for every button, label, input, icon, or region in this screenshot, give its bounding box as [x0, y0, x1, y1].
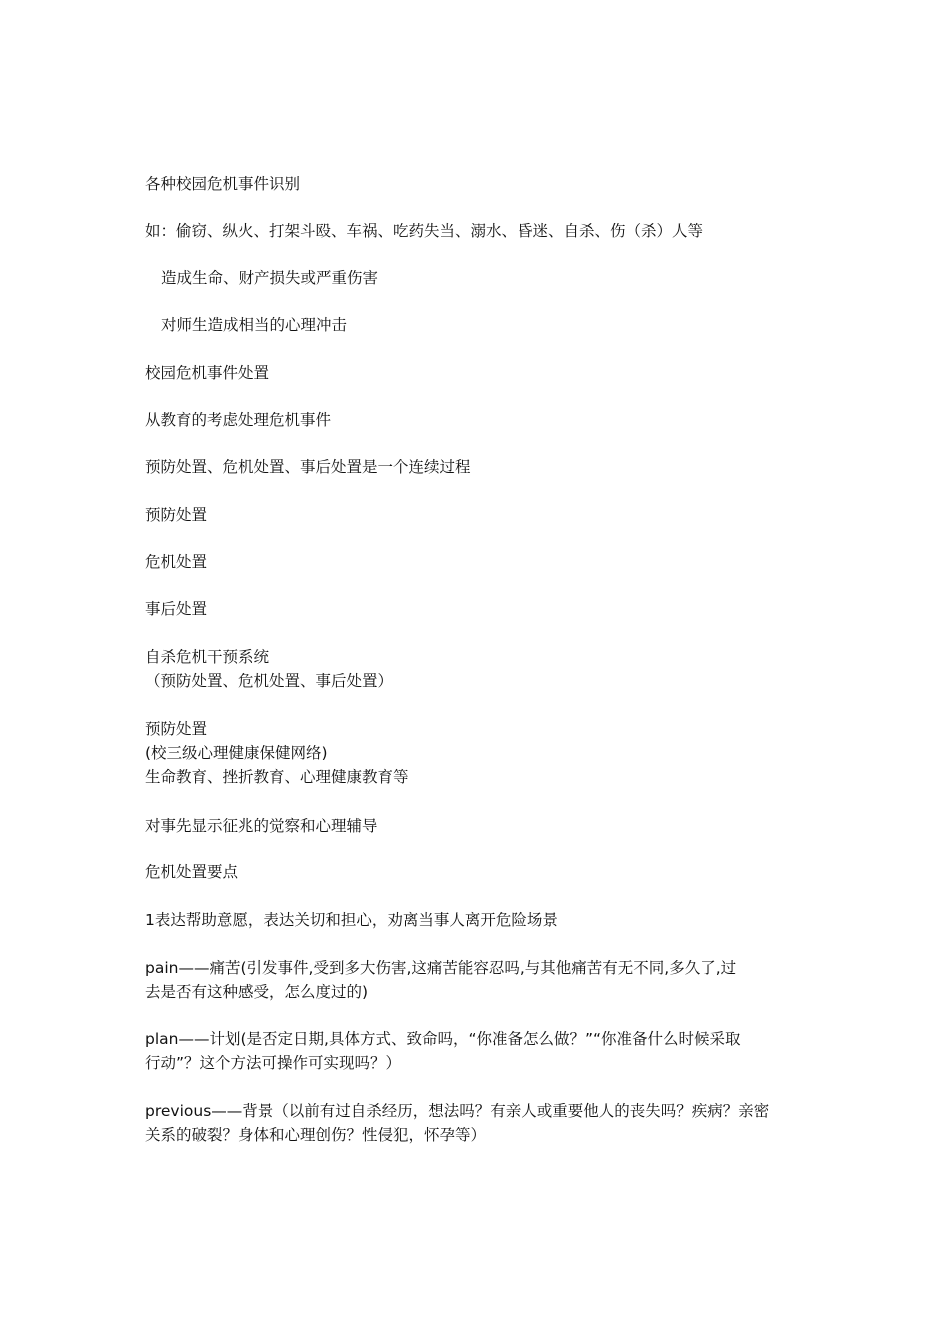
previous-line-2: 关系的破裂？身体和心理创伤？性侵犯，怀孕等） [145, 1126, 487, 1144]
paragraph-continuous-process: 预防处置、危机处置、事后处置是一个连续过程 [145, 458, 471, 476]
paragraph-pain [145, 956, 815, 1004]
paragraph-point-1: 1表达帮助意愿，表达关切和担心，劝离当事人离开危险场景 [145, 911, 558, 929]
paragraph-examples: 如：偷窃、纵火、打架斗殴、车祸、吃药失当、溺水、昏迷、自杀、伤（杀）人等 [145, 222, 704, 240]
prevention-education: 生命教育、挫折教育、心理健康教育等 [145, 768, 409, 786]
prevention-title: 预防处置 [145, 720, 208, 738]
paragraph-impact: 对师生造成相当的心理冲击 [161, 316, 348, 334]
heading-crisis-key-points: 危机处置要点 [145, 863, 239, 881]
plan-line-1: plan——计划(是否定日期,具体方式、致命吗，“你准备怎么做？”“你准备什么时候采取 [145, 1030, 741, 1048]
paragraph-previous [145, 1099, 815, 1147]
pain-line-2: 去是否有这种感受，怎么度过的) [145, 983, 369, 1001]
pain-line-1: pain——痛苦(引发事件,受到多大伤害,这痛苦能容忍吗,与其他痛苦有无不同,多久了,过 [145, 959, 737, 977]
paragraph-awareness: 对事先显示征兆的觉察和心理辅导 [145, 817, 378, 835]
suicide-intervention-title: 自杀危机干预系统 [145, 648, 270, 666]
item-crisis: 危机处置 [145, 553, 208, 571]
heading-crisis-handling: 校园危机事件处置 [145, 364, 270, 382]
plan-line-2: 行动”？这个方法可操作可实现吗？） [145, 1054, 402, 1072]
paragraph-loss: 造成生命、财产损失或严重伤害 [161, 269, 379, 287]
previous-line-1: previous——背景（以前有过自杀经历，想法吗？有亲人或重要他人的丧失吗？疾病？亲密 [145, 1102, 770, 1120]
heading-crisis-identification: 各种校园危机事件识别 [145, 175, 301, 193]
item-aftermath: 事后处置 [145, 600, 208, 618]
item-prevention: 预防处置 [145, 506, 208, 524]
paragraph-education: 从教育的考虑处理危机事件 [145, 411, 332, 429]
paragraph-suicide-intervention [145, 645, 815, 693]
paragraph-plan [145, 1027, 815, 1075]
prevention-network: (校三级心理健康保健网络) [145, 744, 328, 762]
suicide-intervention-stages: （预防处置、危机处置、事后处置） [145, 672, 394, 690]
paragraph-prevention-detail [145, 717, 815, 789]
